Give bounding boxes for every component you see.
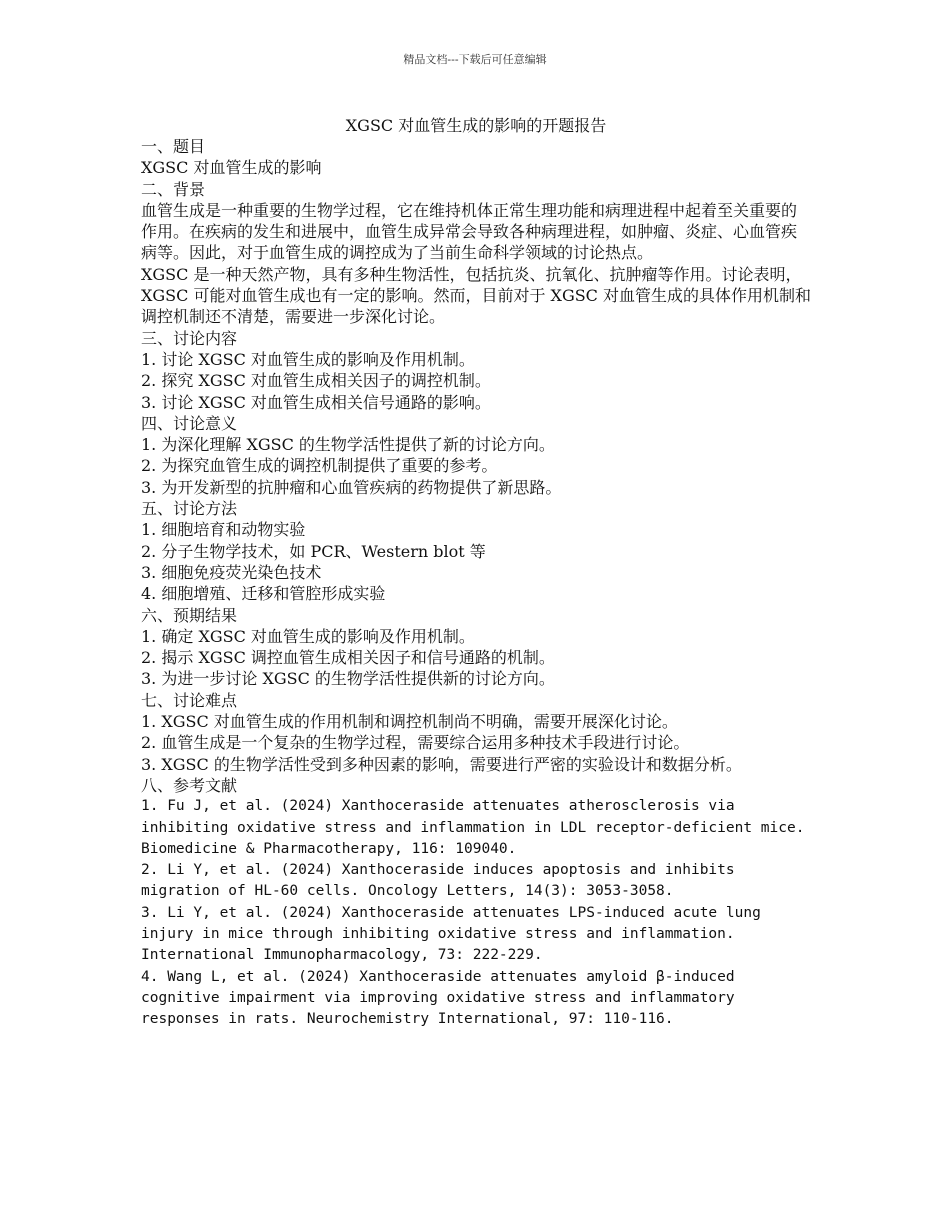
section-heading-content: 三、讨论内容 xyxy=(141,328,238,348)
section-heading-references: 八、参考文献 xyxy=(141,775,238,795)
section-heading-background: 二、背景 xyxy=(141,179,206,199)
difficulties-item: 1. XGSC 对血管生成的作用机制和调控机制尚不明确，需要开展深化讨论。 xyxy=(141,712,678,732)
content-item: 2. 探究 XGSC 对血管生成相关因子的调控机制。 xyxy=(141,371,491,391)
expected-item: 1. 确定 XGSC 对血管生成的影响及作用机制。 xyxy=(141,626,475,646)
section-heading-topic: 一、题目 xyxy=(141,137,206,156)
difficulties-item: 3. XGSC 的生物学活性受到多种因素的影响，需要进行严密的实验设计和数据分析。 xyxy=(141,754,742,774)
content-item: 1. 讨论 XGSC 对血管生成的影响及作用机制。 xyxy=(141,349,475,369)
background-paragraph: XGSC 是一种天然产物，具有多种生物活性，包括抗炎、抗氧化、抗肿瘤等作用。讨论表明，XGSC 可能对血管生成也有一定的影响。然而，目前对于 XGSC 对血管生成的具体作用机制和调控机制还不清楚，需要进一步深化讨论。 xyxy=(141,264,812,327)
document-title: XGSC 对血管生成的影响的开题报告 xyxy=(345,116,607,135)
methods-item: 1. 细胞培育和动物实验 xyxy=(141,520,306,540)
significance-item: 1. 为深化理解 XGSC 的生物学活性提供了新的讨论方向。 xyxy=(141,435,555,455)
section-heading-methods: 五、讨论方法 xyxy=(141,499,238,519)
reference-item: 1. Fu J, et al. (2024) Xanthoceraside attenuates atherosclerosis via inhibiting oxidative stress and inflammation in LDL receptor-deficient mice. Biomedicine & Pharmacotherapy, 116: 109040. xyxy=(141,798,814,857)
significance-item: 3. 为开发新型的抗肿瘤和心血管疾病的药物提供了新思路。 xyxy=(141,477,562,497)
reference-item: 2. Li Y, et al. (2024) Xanthoceraside induces apoptosis and inhibits migration of HL-60 cells. Oncology Letters, 14(3): 3053-3058. xyxy=(141,862,744,900)
section-heading-expected: 六、预期结果 xyxy=(141,605,238,625)
methods-item: 2. 分子生物学技术，如 PCR、Western blot 等 xyxy=(141,541,486,561)
section-heading-significance: 四、讨论意义 xyxy=(141,413,238,433)
background-paragraph: 血管生成是一种重要的生物学过程，它在维持机体正常生理功能和病理进程中起着至关重要的作用。在疾病的发生和进展中，血管生成异常会导致各种病理进程，如肿瘤、炎症、心血管疾病等。因此，对于血管生成的调控成为了当前生命科学领域的讨论热点。 xyxy=(141,200,798,263)
methods-item: 3. 细胞免疫荧光染色技术 xyxy=(141,562,322,582)
page-header: 精品文档---下载后可任意编辑 xyxy=(403,53,547,66)
significance-item: 2. 为探究血管生成的调控机制提供了重要的参考。 xyxy=(141,456,498,476)
topic-text: XGSC 对血管生成的影响 xyxy=(141,158,322,178)
expected-item: 2. 揭示 XGSC 调控血管生成相关因子和信号通路的机制。 xyxy=(141,648,555,668)
document-body xyxy=(141,136,814,1030)
reference-item: 3. Li Y, et al. (2024) Xanthoceraside attenuates LPS-induced acute lung injury in mice through inhibiting oxidative stress and inflammation. International Immunopharmacology, 73: 222-229. xyxy=(141,904,770,964)
difficulties-item: 2. 血管生成是一个复杂的生物学过程，需要综合运用多种技术手段进行讨论。 xyxy=(141,733,690,753)
section-heading-difficulties: 七、讨论难点 xyxy=(141,690,238,710)
content-item: 3. 讨论 XGSC 对血管生成相关信号通路的影响。 xyxy=(141,392,491,412)
expected-item: 3. 为进一步讨论 XGSC 的生物学活性提供新的讨论方向。 xyxy=(141,669,555,689)
methods-item: 4. 细胞增殖、迁移和管腔形成实验 xyxy=(141,584,386,604)
reference-item: 4. Wang L, et al. (2024) Xanthoceraside attenuates amyloid β-induced cognitive impairment via improving oxidative stress and inflammatory responses in rats. Neurochemistry International, 97: 110-116. xyxy=(141,968,744,1028)
